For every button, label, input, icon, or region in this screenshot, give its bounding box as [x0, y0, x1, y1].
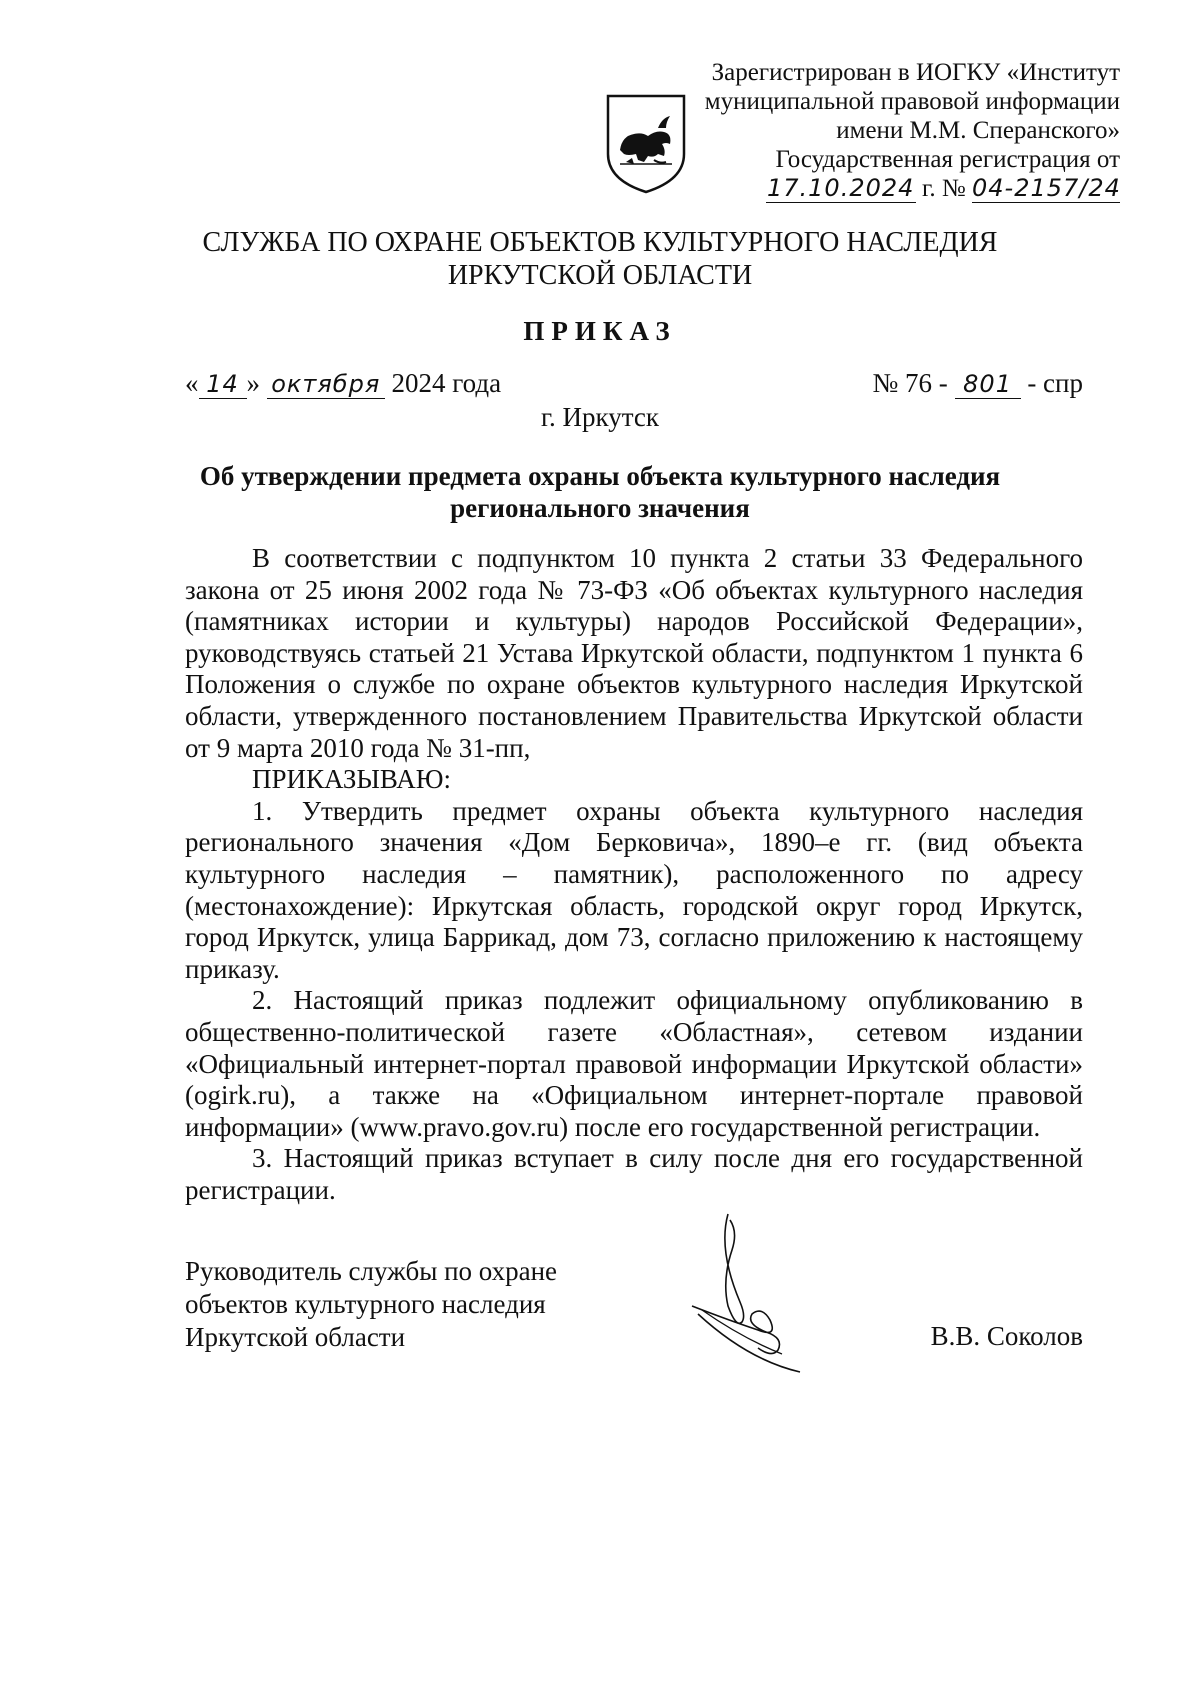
- registration-line-4: Государственная регистрация от: [775, 146, 1120, 173]
- agency-header: [150, 226, 1050, 292]
- body-item-3: 3. Настоящий приказ вступает в силу после дня его государственной регистрации.: [185, 1143, 1083, 1205]
- order-year: 2024 года: [391, 368, 502, 398]
- body-order-word: ПРИКАЗЫВАЮ:: [252, 764, 451, 795]
- signatory-name: В.В. Соколов: [930, 1321, 1083, 1351]
- order-date: [185, 368, 501, 399]
- registration-line-2: муниципальной правовой информации: [704, 88, 1120, 115]
- agency-line-1: СЛУЖБА ПО ОХРАНЕ ОБЪЕКТОВ КУЛЬТУРНОГО НАСЛЕДИЯ: [202, 227, 998, 258]
- body-item-2: 2. Настоящий приказ подлежит официальному опубликованию в общественно-политической газете «Областная», сетевом издании «Официальный интернет-портал правовой информации Иркутской области» (ogirk.ru), а также на «Официальном интернет-портале правовой информации» (www.pravo.gov.ru) после его государственной регистрации.: [185, 985, 1083, 1142]
- order-date-quote-close: »: [246, 368, 260, 398]
- order-title: ПРИКАЗ: [523, 316, 677, 346]
- registration-date: 17.10.2024: [766, 174, 915, 202]
- signatory-position-line-2: объектов культурного наследия: [185, 1289, 546, 1319]
- registration-number: 04-2157/24: [972, 174, 1121, 202]
- agency-line-2: ИРКУТСКОЙ ОБЛАСТИ: [447, 260, 753, 291]
- order-subject: [150, 460, 1050, 524]
- order-number-suffix: - спр: [1027, 368, 1083, 398]
- registration-line-1: Зарегистрирован в ИОГКУ «Институт: [711, 59, 1120, 86]
- order-number-value: 801: [955, 370, 1021, 399]
- order-date-row: [185, 368, 1083, 402]
- order-day: 14: [199, 370, 247, 399]
- signatory-position-line-1: Руководитель службы по охране: [185, 1256, 558, 1286]
- subject-line-2: регионального значения: [450, 493, 750, 523]
- registration-block: [700, 58, 1120, 203]
- registration-date-number-line: [700, 174, 1120, 203]
- order-city: г. Иркутск: [541, 402, 659, 432]
- registration-year-suffix: г. №: [921, 175, 966, 202]
- order-date-quote-open: «: [185, 368, 199, 398]
- signatory-position: [185, 1255, 585, 1354]
- order-number-prefix: № 76 -: [872, 368, 948, 398]
- body-item-1: 1. Утвердить предмет охраны объекта культурного наследия регионального значения «Дом Берковича», 1890–е гг. (вид объекта культурного наследия – памятник), расположенного по адресу (местонахождение): Иркутская область, городской округ город Иркутск, город Иркутск, улица Баррикад, дом 73, согласно приложению к настоящему приказу.: [185, 795, 1083, 984]
- subject-line-1: Об утверждении предмета охраны объекта культурного наследия: [199, 461, 1001, 491]
- irkutsk-coat-of-arms-icon: [604, 92, 688, 196]
- body-preamble: В соответствии с подпунктом 10 пункта 2 статьи 33 Федерального закона от 25 июня 2002 года № 73-ФЗ «Об объектах культурного наследия (памятниках истории и культуры) народов Российской Федерации», руководствуясь статьей 21 Устава Иркутской области, подпунктом 1 пункта 6 Положения о службе по охране объектов культурного наследия Иркутской области, утвержденного постановлением Правительства Иркутской области от 9 марта 2010 года № 31-пп,: [185, 543, 1083, 763]
- signatory-position-line-3: Иркутской области: [185, 1322, 406, 1352]
- order-body: [185, 543, 1083, 1206]
- order-month: октября: [267, 370, 385, 399]
- order-number: [873, 368, 1083, 399]
- handwritten-signature: [688, 1210, 838, 1380]
- registration-line-3: имени М.М. Сперанского»: [836, 117, 1120, 144]
